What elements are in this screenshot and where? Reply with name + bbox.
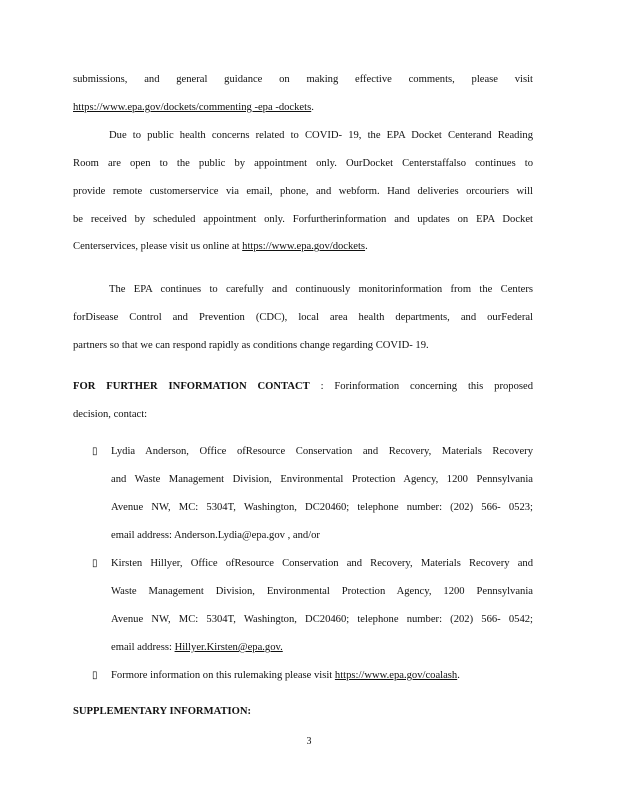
paragraph-2-line-1: Due to public health concerns related to COVID- 19, the EPA Docket Centerand Reading bbox=[109, 130, 533, 141]
anderson-and-or: , and/or bbox=[287, 530, 320, 541]
hillyer-email-link[interactable]: Hillyer.Kirsten@epa.gov. bbox=[174, 642, 283, 653]
coalash-link[interactable]: https://www.epa.gov/coalash bbox=[334, 670, 458, 681]
period: . bbox=[311, 102, 314, 113]
more-info-text: Formore information on this rulemaking please visit bbox=[111, 670, 333, 681]
period: . bbox=[365, 241, 368, 252]
anderson-line-1: Lydia Anderson, Office ofResource Conservation and Recovery, Materials Recovery bbox=[111, 446, 533, 457]
hillyer-email-label: email address: bbox=[111, 642, 172, 653]
anderson-line-3: Avenue NW, MC: 5304T, Washington, DC20460; telephone number: (202) 566- 0523; bbox=[111, 502, 533, 513]
anderson-line-2: and Waste Management Division, Environmental Protection Agency, 1200 Pennsylvania bbox=[111, 474, 533, 485]
paragraph-3-line-1: The EPA continues to carefully and continuously monitorinformation from the Centers bbox=[109, 284, 533, 295]
hillyer-line-2: Waste Management Division, Environmental Protection Agency, 1200 Pennsylvania bbox=[111, 586, 533, 597]
paragraph-1-line-2 bbox=[73, 101, 533, 115]
contact-line-1 bbox=[73, 380, 533, 394]
paragraph-2-line-2: Room are open to the public by appointment only. OurDocket Centerstaffalso continues to bbox=[73, 158, 533, 169]
paragraph-2-line-4: be received by scheduled appointment only. Forfurtherinformation and updates on EPA Docket bbox=[73, 214, 533, 225]
paragraph-3-line-3: partners so that we can respond rapidly as conditions change regarding COVID- 19. bbox=[73, 340, 429, 351]
anderson-email: email address: Anderson.Lydia@epa.gov bbox=[111, 530, 285, 541]
more-info-line bbox=[111, 669, 533, 683]
page-number: 3 bbox=[306, 736, 312, 747]
epa-commenting-link[interactable]: https://www.epa.gov/dockets/commenting -epa -dockets bbox=[73, 102, 312, 113]
paragraph-1-line-1: submissions, and general guidance on making effective comments, please visit bbox=[73, 74, 533, 85]
contact-heading: FOR FURTHER INFORMATION CONTACT bbox=[73, 381, 310, 392]
bullet-square-icon: ▯ bbox=[92, 670, 98, 681]
paragraph-2-line-5 bbox=[73, 240, 533, 254]
contact-line-1-text: : Forinformation concerning this proposed bbox=[320, 381, 533, 392]
paragraph-3-line-2: forDisease Control and Prevention (CDC), local area health departments, and ourFederal bbox=[73, 312, 533, 323]
bullet-square-icon: ▯ bbox=[92, 558, 98, 569]
hillyer-line-3: Avenue NW, MC: 5304T, Washington, DC20460; telephone number: (202) 566- 0542; bbox=[111, 614, 533, 625]
anderson-line-4 bbox=[111, 529, 533, 543]
paragraph-2-line-3: provide remote customerservice via email, phone, and webform. Hand deliveries orcouriers will bbox=[73, 186, 533, 197]
bullet-square-icon: ▯ bbox=[92, 446, 98, 457]
supplementary-heading: SUPPLEMENTARY INFORMATION: bbox=[73, 706, 252, 717]
contact-line-2: decision, contact: bbox=[73, 409, 148, 420]
epa-dockets-link[interactable]: https://www.epa.gov/dockets bbox=[242, 241, 366, 252]
hillyer-line-4 bbox=[111, 641, 533, 655]
period: . bbox=[457, 670, 460, 681]
paragraph-2-line-5-text: Centerservices, please visit us online at bbox=[73, 241, 240, 252]
hillyer-line-1: Kirsten Hillyer, Office ofResource Conservation and Recovery, Materials Recovery and bbox=[111, 558, 533, 569]
